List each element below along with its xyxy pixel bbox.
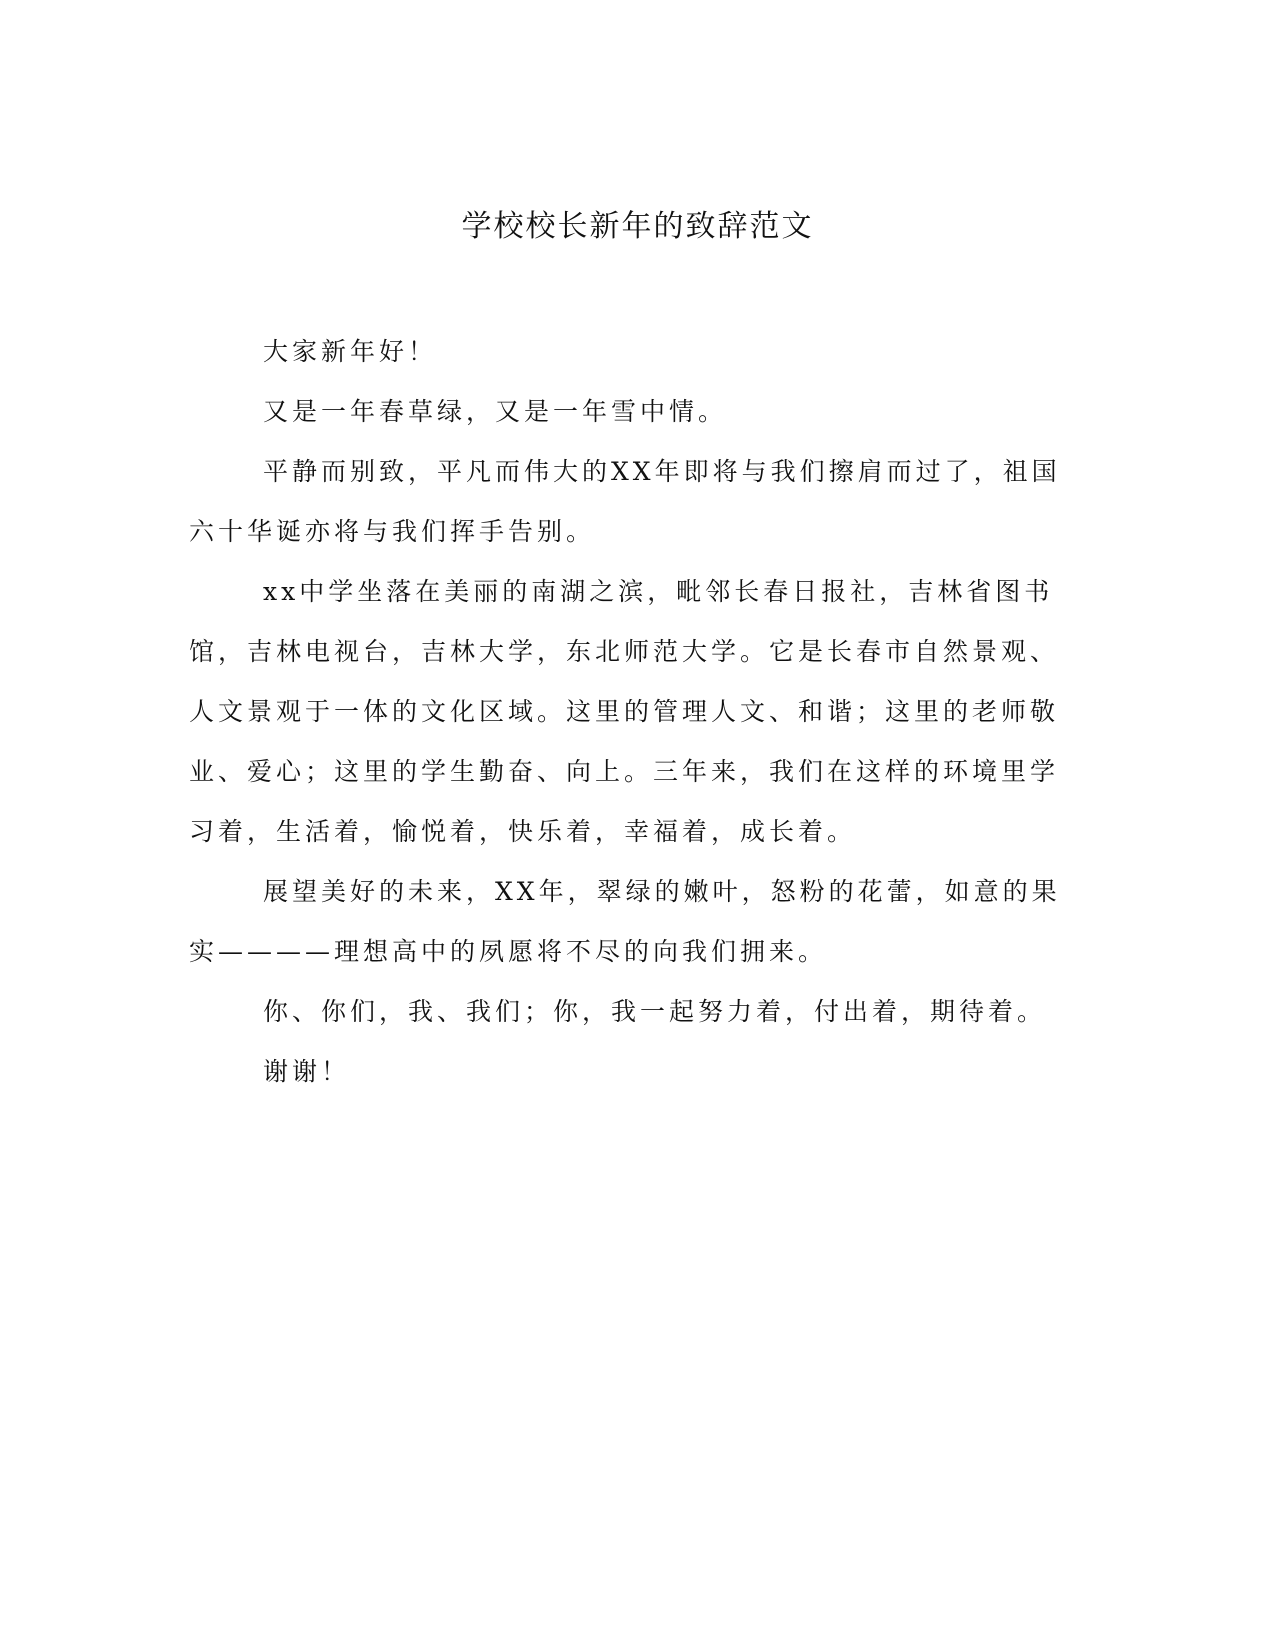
paragraph-thanks: 谢谢！ xyxy=(263,1057,351,1086)
paragraph-spring: 又是一年春草绿，又是一年雪中情。 xyxy=(263,397,728,426)
paragraph-outlook: 展望美好的未来，XX年，翠绿的嫩叶，怒粉的花蕾，如意的果实————理想高中的夙愿将不尽的向我们拥来。 xyxy=(189,877,1061,966)
paragraph-together: 你、你们，我、我们；你，我一起努力着，付出着，期待着。 xyxy=(263,997,1047,1026)
paragraph-greeting: 大家新年好！ xyxy=(263,337,438,366)
paragraph-school-intro: xx中学坐落在美丽的南湖之滨，毗邻长春日报社，吉林省图书馆，吉林电视台，吉林大学，东北师范大学。它是长春市自然景观、人文景观于一体的文化区域。这里的管理人文、和谐；这里的老师敬业、爱心；这里的学生勤奋、向上。三年来，我们在这样的环境里学习着，生活着，愉悦着，快乐着，幸福着，成长着。 xyxy=(189,577,1060,846)
paragraph-year-end: 平静而别致，平凡而伟大的XX年即将与我们擦肩而过了，祖国六十华诞亦将与我们挥手告别。 xyxy=(189,457,1061,546)
document-title: 学校校长新年的致辞范文 xyxy=(461,209,814,244)
document-body xyxy=(189,322,1069,1102)
